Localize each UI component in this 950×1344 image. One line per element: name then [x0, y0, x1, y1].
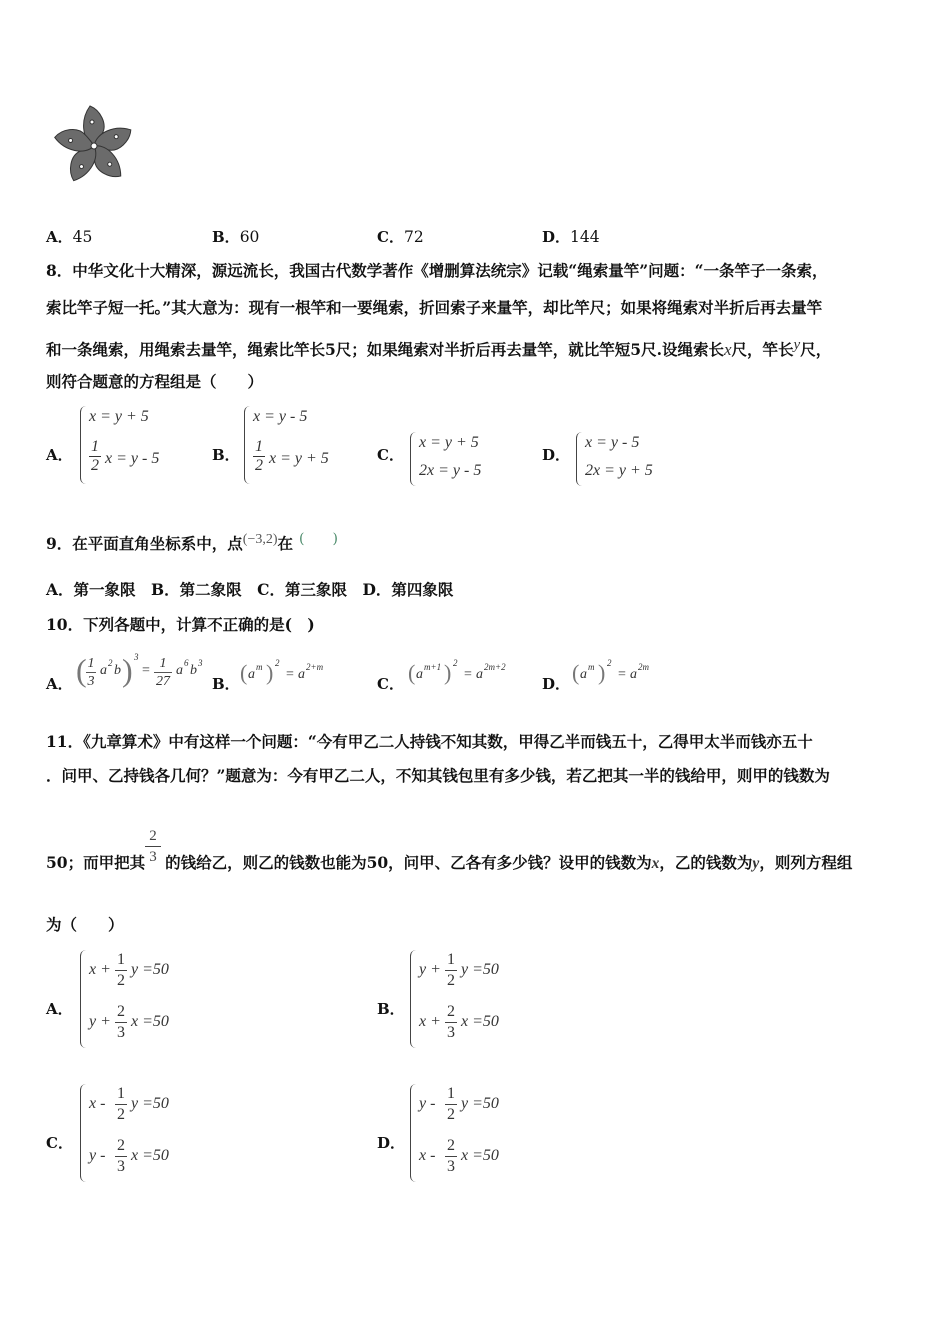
q7-option-c[interactable]: C．72: [377, 228, 424, 246]
q11-option-b-system: y + 1 2 y =50 x + 2 3 x =50: [410, 950, 531, 1048]
q11-line3: 50；而甲把其 的钱给乙，则乙的钱数也能为50，问甲、乙各有多少钱？设甲的钱数为x，乙的钱数为y，则列方程组: [46, 853, 853, 872]
q11-line1: 11．《九章算术》中有这样一个问题：“今有甲乙二人持钱不知其数，甲得乙半而钱五十，乙得甲太半而钱亦五十: [46, 732, 813, 751]
q8-line2: 索比竿子短一托。”其大意为：现有一根竿和一要绳索，折回索子来量竿，却比竿尺；如果将绳索对半折后再去量竿: [46, 298, 823, 317]
q8-line1: 8．中华文化十大精深，源远流长，我国古代数学著作《增删算法统宗》记载“绳索量竿”问题：“一条竿子一条索，: [46, 261, 828, 280]
q9-options[interactable]: A．第一象限 B．第二象限 C．第三象限 D．第四象限: [46, 580, 454, 599]
q8-option-c-label[interactable]: C．: [377, 446, 404, 464]
q11-option-d-system: y - 1 2 y =50 x - 2 3 x =50: [410, 1084, 531, 1182]
q10-option-d-expr: ( a m ) 2 = a 2m: [572, 658, 649, 685]
q8-option-a-label[interactable]: A．: [46, 446, 73, 464]
q8-option-a-system: x = y + 5 1 2 x = y - 5: [80, 406, 181, 484]
bauhinia-flower-figure: [48, 102, 140, 188]
q8-option-b-label[interactable]: B．: [212, 446, 240, 464]
q11-line2: ．问甲、乙持钱各几何？”题意为：今有甲乙二人，不知其钱包里有多少钱，若乙把其一半的钱给甲，则甲的钱数为: [46, 766, 830, 785]
q10-option-d-label[interactable]: D．: [542, 675, 571, 693]
q10-option-a-expr: ( 1 3 a 2 b ) 3 = 1 27 a 6 b 3: [76, 652, 203, 689]
q8-line3: 和一条绳索，用绳索去量竿，绳索比竿长5尺；如果绳索对半折后再去量竿，就比竿短5尺.设绳索长x尺，竿长$^y$尺，: [46, 337, 832, 360]
q11-option-a-label[interactable]: A．: [46, 1000, 73, 1018]
q10-option-a-label[interactable]: A．: [46, 675, 73, 693]
q9-stem: 9．在平面直角坐标系中，点$^{(-3,2)}$在 ( ): [46, 531, 338, 554]
q11-option-d-label[interactable]: D．: [377, 1134, 406, 1152]
q8-option-d-system: x = y - 5 2x = y + 5: [576, 432, 677, 486]
q8-option-d-label[interactable]: D．: [542, 446, 571, 464]
q10-option-b-label[interactable]: B．: [212, 675, 240, 693]
q11-option-a-system: x + 1 2 y =50 y + 2 3 x =50: [80, 950, 201, 1048]
q8-option-c-system: x = y + 5 2x = y - 5: [410, 432, 511, 486]
q7-option-b[interactable]: B．60: [212, 228, 260, 246]
q7-option-d[interactable]: D．144: [542, 228, 600, 246]
q10-option-c-expr: ( a m+1 ) 2 = a 2m+2: [408, 658, 506, 685]
q10-option-b-expr: ( a m ) 2 = a 2+m: [240, 658, 324, 685]
q10-option-c-label[interactable]: C．: [377, 675, 404, 693]
q11-option-c-label[interactable]: C．: [46, 1134, 73, 1152]
q8-option-b-system: x = y - 5 1 2 x = y + 5: [244, 406, 345, 484]
q11-option-b-label[interactable]: B．: [377, 1000, 405, 1018]
q11-line4: 为（ ）: [46, 915, 124, 934]
q10-stem: 10．下列各题中，计算不正确的是( ): [46, 615, 315, 634]
q7-option-a[interactable]: A．45: [46, 228, 93, 246]
q8-line4: 则符合题意的方程组是（ ）: [46, 372, 264, 391]
q11-option-c-system: x - 1 2 y =50 y - 2 3 x =50: [80, 1084, 201, 1182]
q11-fraction: 2 3: [145, 826, 161, 867]
